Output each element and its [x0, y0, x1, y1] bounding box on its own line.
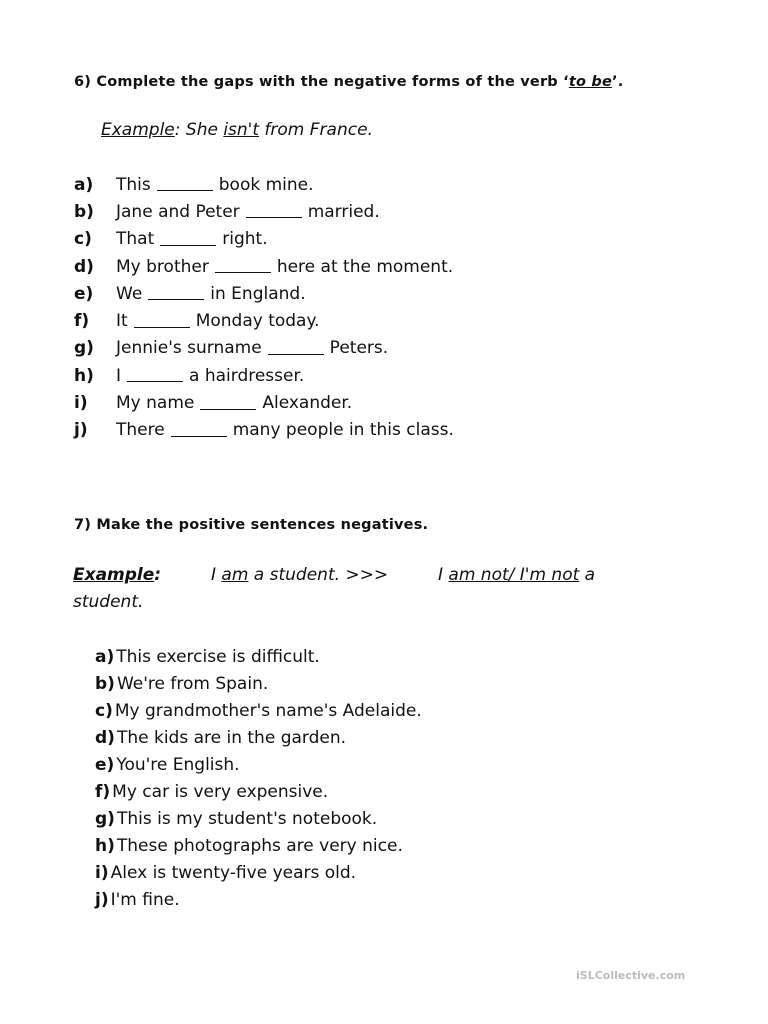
item-text-before: This — [116, 174, 151, 195]
item-sentence: You're English. — [116, 754, 240, 775]
example-negative — [438, 565, 595, 585]
item-sentence: Alex is twenty-five years old. — [110, 862, 357, 883]
answer-gap[interactable] — [171, 420, 227, 437]
example-text: a student. >>> — [248, 565, 389, 585]
item-label: b) — [95, 673, 115, 694]
watermark: iSLCollective.com — [576, 969, 686, 982]
item-label: f) — [74, 311, 90, 332]
item-text-after: book mine. — [218, 174, 314, 195]
example-negative-verb: am not/ I'm not — [448, 565, 580, 585]
example-positive — [211, 565, 388, 585]
item-text-before: My brother — [116, 256, 209, 277]
item-text-after: Peters. — [329, 338, 389, 359]
item-sentence: This exercise is difficult. — [116, 646, 320, 667]
item-text-before: My name — [116, 393, 195, 414]
exercise-7-heading: 7) Make the positive sentences negatives. — [74, 517, 429, 533]
item-text-before: I — [116, 365, 122, 386]
item-text-after: Monday today. — [195, 311, 320, 332]
answer-gap[interactable] — [127, 365, 183, 382]
answer-gap[interactable] — [268, 338, 324, 355]
item-text-after: in England. — [210, 283, 306, 304]
example-colon: : — [154, 565, 162, 585]
item-text-before: It — [116, 311, 128, 332]
example-text: : She — [174, 120, 224, 140]
item-label: a) — [95, 646, 115, 667]
item-label: i) — [74, 393, 88, 414]
list-item — [74, 171, 454, 198]
item-label: a) — [74, 174, 94, 195]
item-label: i) — [95, 862, 109, 883]
item-sentence: We're from Spain. — [116, 673, 269, 694]
heading-verb: to be — [568, 74, 612, 90]
answer-gap[interactable] — [157, 174, 213, 191]
item-sentence: I'm fine. — [110, 889, 180, 910]
answer-gap[interactable] — [148, 283, 204, 300]
item-label: g) — [95, 808, 115, 829]
item-label: g) — [74, 338, 94, 359]
list-item — [74, 198, 454, 225]
example-line-2: student. — [73, 592, 144, 612]
answer-gap[interactable] — [134, 311, 190, 328]
item-sentence: This is my student's notebook. — [116, 808, 378, 829]
list-item — [95, 859, 422, 886]
list-item — [95, 751, 422, 778]
list-item — [74, 417, 454, 444]
exercise-7-list — [95, 643, 422, 913]
item-label: h) — [95, 835, 115, 856]
item-text-before: We — [116, 283, 143, 304]
item-sentence: These photographs are very nice. — [116, 835, 403, 856]
item-text-after: here at the moment. — [276, 256, 454, 277]
list-item — [74, 253, 454, 280]
answer-gap[interactable] — [160, 229, 216, 246]
item-text-before: There — [116, 420, 165, 441]
list-item — [74, 307, 454, 334]
exercise-6-heading — [74, 74, 623, 90]
heading-text: 6) Complete the gaps with the negative forms of the verb ‘ — [74, 74, 569, 90]
item-text-after: Alexander. — [262, 393, 353, 414]
answer-gap[interactable] — [246, 201, 302, 218]
item-label: c) — [74, 229, 92, 250]
example-label: Example — [101, 120, 175, 140]
item-text-after: a hairdresser. — [189, 365, 305, 386]
item-sentence: My car is very expensive. — [112, 781, 329, 802]
item-sentence: The kids are in the garden. — [116, 727, 347, 748]
list-item — [95, 643, 422, 670]
list-item — [95, 697, 422, 724]
item-label: f) — [95, 781, 111, 802]
exercise-6-list — [74, 171, 454, 444]
item-text-before: Jane and Peter — [116, 201, 240, 222]
example-text: I — [211, 565, 222, 585]
item-label: e) — [95, 754, 115, 775]
item-label: d) — [95, 727, 115, 748]
item-text-before: That — [116, 229, 155, 250]
item-label: b) — [74, 201, 94, 222]
list-item — [74, 362, 454, 389]
list-item — [95, 832, 422, 859]
example-verb: isn't — [223, 120, 260, 140]
list-item — [74, 226, 454, 253]
item-sentence: My grandmother's name's Adelaide. — [114, 700, 422, 721]
list-item — [95, 724, 422, 751]
item-label: e) — [74, 283, 94, 304]
item-label: d) — [74, 256, 94, 277]
example-text: I — [438, 565, 449, 585]
exercise-6-example — [101, 120, 373, 140]
list-item — [95, 778, 422, 805]
list-item — [74, 389, 454, 416]
example-verb: am — [221, 565, 249, 585]
item-text-after: right. — [222, 229, 268, 250]
example-text: from France. — [259, 120, 373, 140]
list-item — [74, 335, 454, 362]
answer-gap[interactable] — [200, 393, 256, 410]
item-label: j) — [74, 420, 88, 441]
item-text-after: many people in this class. — [232, 420, 454, 441]
item-text-before: Jennie's surname — [116, 338, 262, 359]
exercise-7-example — [73, 565, 161, 585]
example-text: a — [579, 565, 596, 585]
item-label: j) — [95, 889, 109, 910]
list-item — [74, 280, 454, 307]
list-item — [95, 670, 422, 697]
item-text-after: married. — [307, 201, 380, 222]
item-label: c) — [95, 700, 113, 721]
answer-gap[interactable] — [215, 256, 271, 273]
example-label: Example — [73, 565, 155, 585]
heading-suffix: ’. — [612, 74, 624, 90]
list-item — [95, 805, 422, 832]
item-label: h) — [74, 365, 94, 386]
list-item — [95, 886, 422, 913]
